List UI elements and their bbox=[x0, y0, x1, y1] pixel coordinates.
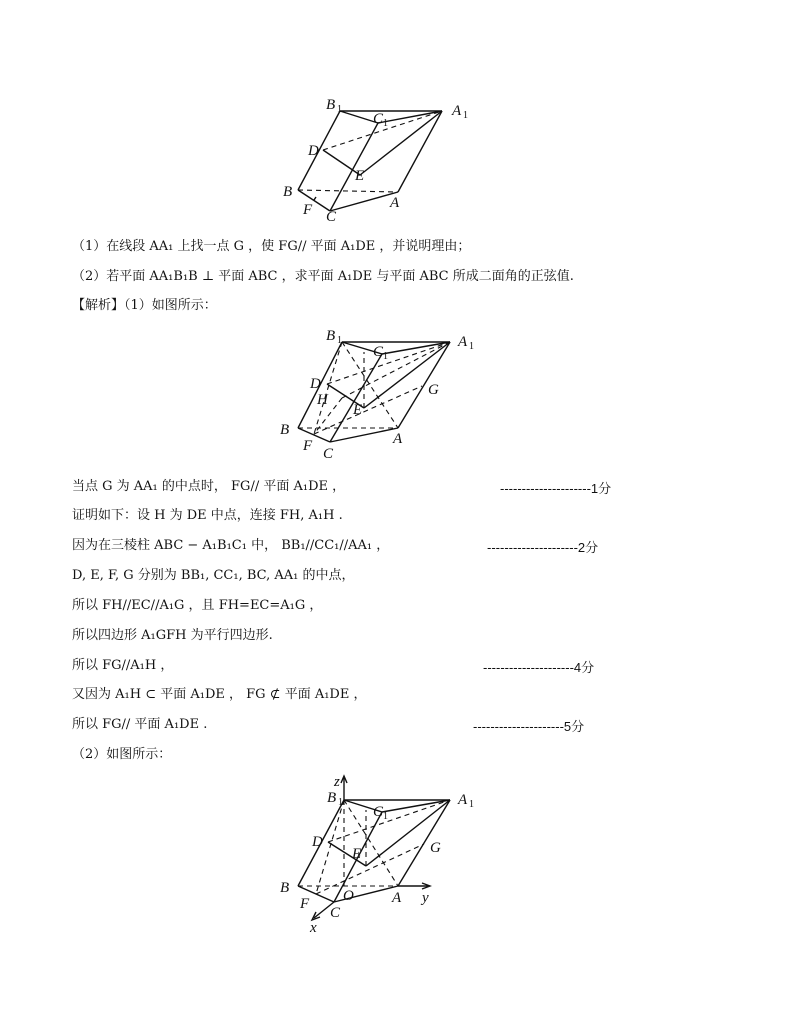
score-3: ---------------------4分 bbox=[483, 660, 595, 675]
label-G: G bbox=[430, 840, 441, 856]
proof-line-8: 又因为 A₁H ⊂ 平面 A₁DE ， FG ⊄ 平面 A₁DE ， bbox=[72, 687, 367, 702]
proof-line-7: 所以 FG//A₁H ， bbox=[72, 658, 174, 673]
label-B: B bbox=[280, 422, 290, 438]
label-A1: A bbox=[458, 792, 468, 808]
proof-line-5: 所以 FH//EC//A₁G ，且 FH=EC=A₁G ， bbox=[72, 598, 323, 613]
label-A1: A bbox=[458, 334, 468, 350]
label-x: x bbox=[310, 920, 317, 936]
label-A: A bbox=[393, 431, 403, 447]
part-2-heading: （2）如图所示： bbox=[72, 747, 172, 762]
label-y: y bbox=[422, 890, 429, 906]
label-C: C bbox=[323, 446, 334, 462]
label-A: A bbox=[390, 195, 400, 211]
proof-line-2: 证明如下：设 H 为 DE 中点，连接 FH, A₁H . bbox=[72, 508, 343, 523]
label-E: E bbox=[352, 846, 362, 862]
label-B1: B bbox=[326, 328, 336, 344]
svg-text:1: 1 bbox=[337, 335, 342, 346]
label-B1: B bbox=[326, 97, 336, 113]
svg-text:1: 1 bbox=[338, 797, 343, 808]
score-2: ---------------------2分 bbox=[487, 540, 599, 555]
proof-line-3: 因为在三棱柱 ABC − A₁B₁C₁ 中， BB₁//CC₁//AA₁ ， bbox=[72, 538, 390, 553]
svg-text:1: 1 bbox=[337, 104, 342, 115]
svg-text:1: 1 bbox=[383, 351, 388, 362]
score-4: ---------------------5分 bbox=[473, 719, 585, 734]
label-C: C bbox=[330, 905, 341, 921]
label-G: G bbox=[428, 382, 439, 398]
label-O: O bbox=[343, 888, 354, 904]
label-E: E bbox=[353, 402, 363, 418]
label-D: D bbox=[308, 143, 319, 159]
label-z: z bbox=[334, 774, 340, 790]
label-C1: C bbox=[373, 804, 384, 820]
label-A1: A bbox=[452, 103, 462, 119]
label-B: B bbox=[280, 880, 290, 896]
label-F: F bbox=[303, 202, 313, 218]
label-F: F bbox=[303, 438, 313, 454]
label-A: A bbox=[392, 890, 402, 906]
svg-text:1: 1 bbox=[469, 799, 474, 810]
label-C1: C bbox=[373, 111, 384, 127]
proof-line-9: 所以 FG// 平面 A₁DE . bbox=[72, 717, 208, 732]
label-B: B bbox=[283, 184, 293, 200]
analysis-heading: 【解析】（1）如图所示： bbox=[72, 298, 217, 313]
label-D: D bbox=[312, 834, 323, 850]
question-1: （1）在线段 AA₁ 上找一点 G ，使 FG// 平面 A₁DE ，并说明理由； bbox=[72, 239, 471, 254]
label-C: C bbox=[326, 209, 337, 225]
svg-text:1: 1 bbox=[469, 341, 474, 352]
svg-text:1: 1 bbox=[463, 110, 468, 121]
question-2: （2）若平面 AA₁B₁B ⊥ 平面 ABC ，求平面 A₁DE 与平面 ABC 所成二面角的正弦值. bbox=[72, 269, 574, 284]
label-E: E bbox=[355, 168, 365, 184]
prism-figure-3 bbox=[270, 772, 500, 937]
proof-line-4: D, E, F, G 分别为 BB₁, CC₁, BC, AA₁ 的中点， bbox=[72, 568, 355, 583]
proof-line-1: 当点 G 为 AA₁ 的中点时， FG// 平面 A₁DE ， bbox=[72, 479, 346, 494]
proof-line-6: 所以四边形 A₁GFH 为平行四边形. bbox=[72, 628, 273, 643]
prism-figure-2 bbox=[270, 322, 500, 462]
label-C1: C bbox=[373, 344, 384, 360]
svg-text:1: 1 bbox=[383, 118, 388, 129]
score-1: ---------------------1分 bbox=[500, 481, 612, 496]
label-F: F bbox=[300, 896, 310, 912]
label-H: H bbox=[317, 392, 328, 408]
svg-text:1: 1 bbox=[383, 811, 388, 822]
prism-figure-1 bbox=[270, 95, 500, 225]
label-B1: B bbox=[327, 790, 337, 806]
label-D: D bbox=[310, 376, 321, 392]
